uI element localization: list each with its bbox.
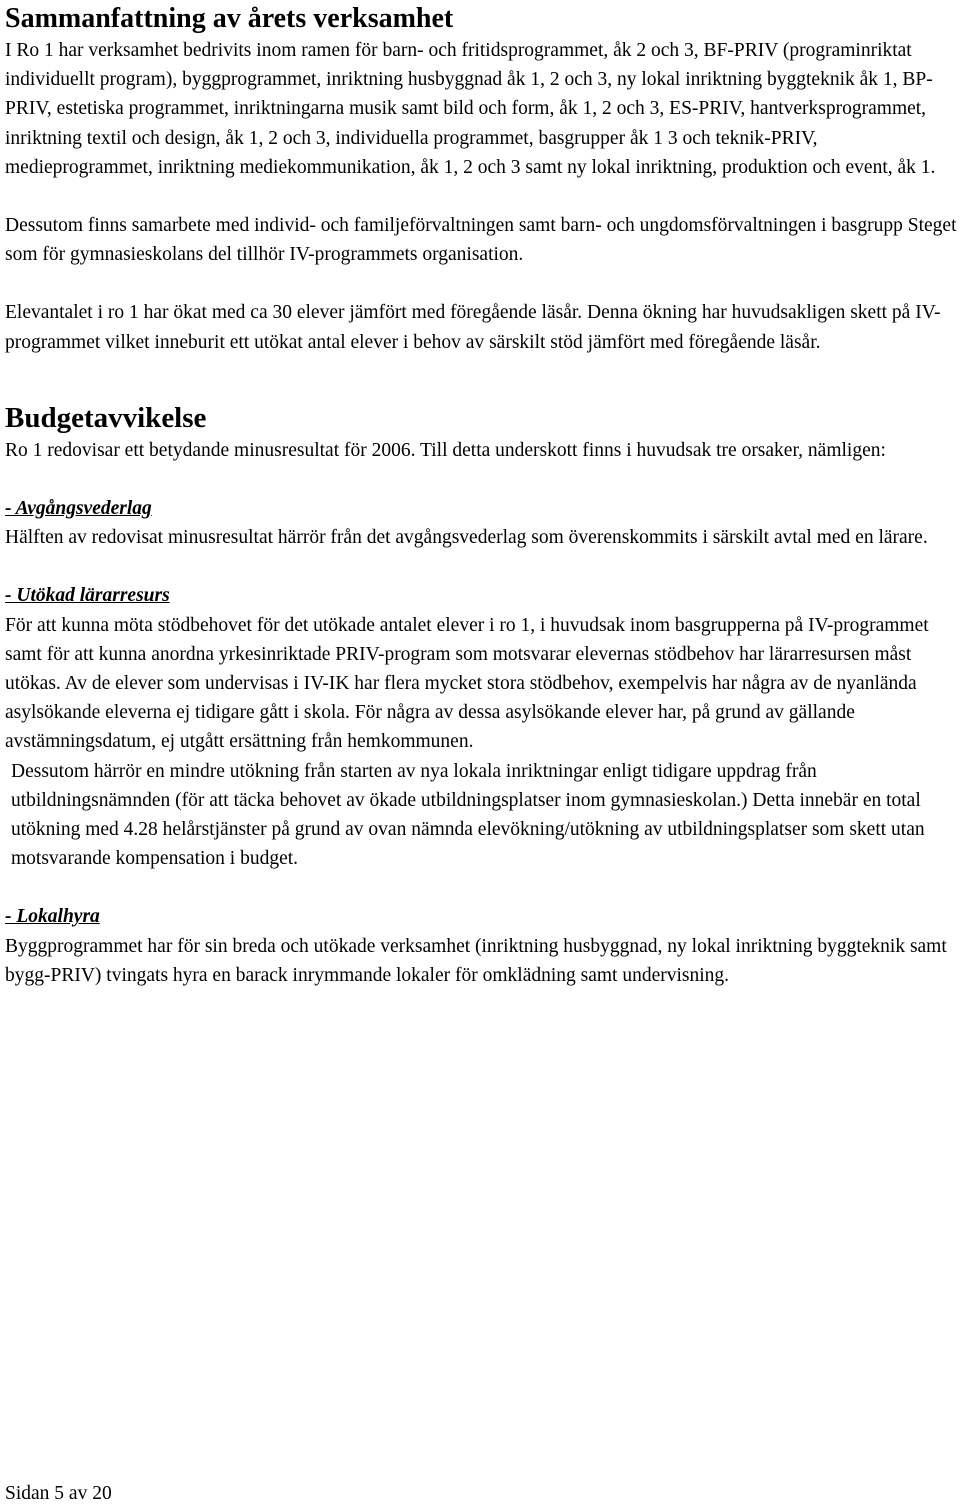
lokalhyra-text: Byggprogrammet har för sin breda och utökade verksamhet (inriktning husbyggnad, ny lokal inriktning byggteknik samt bygg-PRIV) tvingats hyra en barack inrymmande lokaler för omklädning samt undervisning. bbox=[5, 935, 947, 986]
summary-paragraph-3: Elevantalet i ro 1 har ökat med ca 30 elever jämfört med föregående läsår. Denna ökning har huvudsakligen skett på IV-programmet vilket inneburit ett utökat antal elever i behov av särskilt stöd jämfört med föregående läsår. bbox=[5, 302, 941, 353]
avgangsvederlag-text: Hälften av redovisat minusresultat härrör från det avgångsvederlag som överenskommits i särskilt avtal med en lärare. bbox=[5, 527, 928, 549]
budget-intro: Ro 1 redovisar ett betydande minusresultat för 2006. Till detta underskott finns i huvudsak tre orsaker, nämligen: bbox=[5, 439, 886, 461]
utokad-lararresurs-text: För att kunna möta stödbehovet för det utökade antalet elever i ro 1, i huvudsak inom basgrupperna på IV-programmet samt för att kunna anordna yrkesinriktade PRIV-program som motsvarar elevernas stödbehov har lärarresursen måst utökas. Av de elever som undervisas i IV-IK har flera mycket stora stödbehov, exempelvis har några av de nyanlända asylsökande eleverna ej tidigare gått i skola. För några av dessa asylsökande elever har, på grund av gällande avstämningsdatum, ej utgått ersättning från hemkommunen. bbox=[5, 614, 929, 753]
summary-paragraph-2: Dessutom finns samarbete med individ- och familjeförvaltningen samt barn- och ungdomsförvaltningen i basgrupp Steget som för gymnasieskolans del tillhör IV-programmets organisation. bbox=[5, 215, 957, 266]
summary-paragraph-1: I Ro 1 har verksamhet bedrivits inom ramen för barn- och fritidsprogrammet, åk 2 och 3, BF-PRIV (programinriktat individuellt program), byggprogrammet, inriktning husbyggnad åk 1, 2 och 3, ny lokal inriktning byggteknik åk 1, BP-PRIV, estetiska programmet, inriktningarna musik samt bild och form, åk 1, 2 och 3, ES-PRIV, hantverksprogrammet, inriktning textil och design, åk 1, 2 och 3, individuella programmet, basgrupper åk 1 3 och teknik-PRIV, medieprogrammet, inriktning mediekommunikation, åk 1, 2 och 3 samt ny lokal inriktning, produktion och event, åk 1. bbox=[5, 40, 936, 178]
subheading-utokad-lararresurs: - Utökad lärarresurs bbox=[5, 585, 170, 607]
document-page bbox=[5, 0, 957, 990]
section-heading-summary: Sammanfattning av årets verksamhet bbox=[5, 3, 454, 34]
subheading-avgangsvederlag: - Avgångsvederlag bbox=[5, 498, 152, 520]
utokad-lararresurs-text-2: Dessutom härrör en mindre utökning från starten av nya lokala inriktningar enligt tidigare uppdrag från utbildningsnämnden (för att täcka behovet av ökade utbildningsplatser inom gymnasieskolan.) Detta innebär en total utökning med 4.28 helårstjänster på grund av ovan nämnda elevökning/utökning av utbildningsplatser som skett utan motsvarande kompensation i budget. bbox=[11, 760, 925, 870]
section-heading-budget: Budgetavvikelse bbox=[5, 401, 207, 434]
page-number: Sidan 5 av 20 bbox=[5, 1483, 112, 1504]
subheading-lokalhyra: - Lokalhyra bbox=[5, 906, 100, 928]
